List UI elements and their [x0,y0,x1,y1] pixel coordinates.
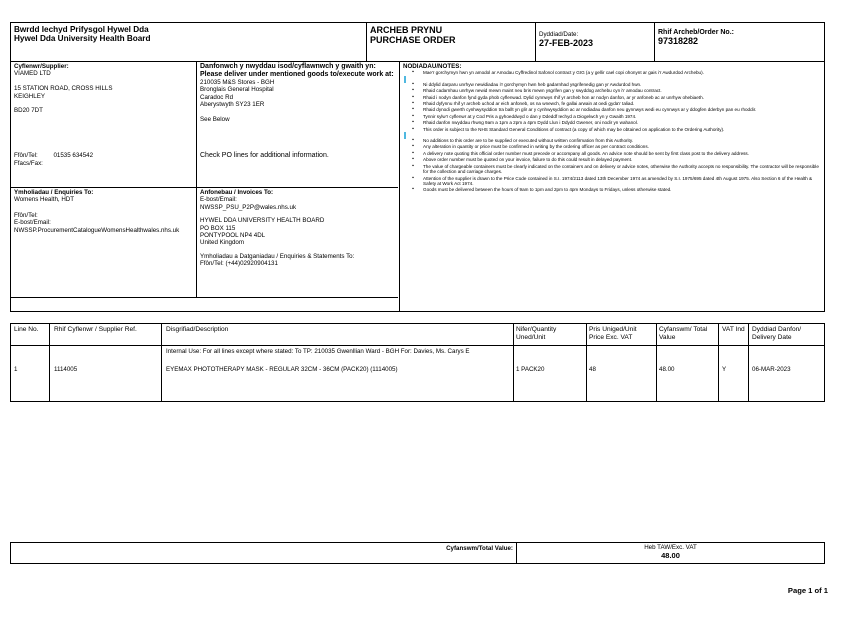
doc-title-english: PURCHASE ORDER [370,35,456,46]
col-header-line: Line No. [14,326,39,333]
order-details-box [10,61,825,312]
supplier-section [14,63,194,115]
note-text: Rhaid dyfynnu rhif yr archeb uchod ar eich anfoneb, os na wnewch, fe gallai arwain at oedi gyda'r taliad. [423,101,635,107]
list-item [403,101,823,106]
enquiries-contact: Womens Health, HDT [14,196,75,204]
cell-delivery-date: 06-MAR-2023 [752,366,791,373]
col-header-delivery-date: Dyddiad Danfon/ Delivery Date [752,326,802,341]
order-number [658,29,734,47]
delivery-address-line: 210035 M&S Stores - BGH [200,79,275,86]
internal-use-note: Internal Use: For all lines except where stated: To TP: 210035 Gwenllian Ward - BGH For: Davies, Ms. Carys E [166,348,470,355]
supplier-address-line [14,100,194,107]
total-vat-label: Heb TAW/Exc. VAT [644,544,697,551]
note-text: A delivery note quoting this official order number must precede or accompany all goods. An advice note should be sent by first class post to the delivery address. [423,150,749,156]
supplier-postcode: BD20 7DT [14,107,43,115]
organisation-name [14,25,151,44]
delivery-section [200,63,396,123]
note-text: The value of chargeable containers must be clearly indicated on the containers and on delivery or advice notes, otherwise the Authority accepts no responsibility. The contractor will be responsible for the collection and carriage charges. [423,163,819,175]
notes-list [403,70,823,192]
col-header-unit-price: Pris Uniged/Unit Price Exc. VAT [589,326,637,341]
col-header-vat: VAT Ind [722,326,745,333]
invoices-section [200,189,396,268]
doc-title-welsh: ARCHEB PRYNU [370,25,443,35]
note-text: Mae'r gorchymyn hwn yn amodol ar Amodau Cyffredinol Safonol contract y GIG (a y gellir cael copi ohonynt ar gais i'r Awdurdod Archebu). [423,70,704,76]
order-date [539,31,593,49]
list-item [403,127,823,132]
list-item [403,70,823,75]
date-value: 27-FEB-2023 [539,38,594,49]
supplier-address-line [14,78,194,85]
supplier-address-line: KEIGHLEY [14,92,45,100]
invoices-label: Anfonebau / Invoices To: [200,189,274,196]
delivery-address-line: Caradoc Rd [200,93,234,101]
invoices-email-value: NWSSP_PSU_P2P@wales.nhs.uk [200,203,297,211]
supplier-address-line: 15 STATION ROAD, CROSS HILLS [14,85,113,93]
supplier-phone-value: 01535 634542 [53,152,94,159]
invoices-email-label: E-bost/Email: [200,196,237,204]
list-item [403,144,823,149]
note-text: Ni ddylid darparu unrhyw newidiadau i'r gorchymyn hwn heb gadarnhad ysgrifenedig gan yr Awdurdod hwn. [423,81,642,87]
cell-supplier-ref: 1114005 [54,366,78,373]
bullet-icon: ▪ [412,80,414,87]
col-header-total: Cyfanswm/ Total Value [659,326,708,341]
total-value: 48.00 [661,551,680,561]
bullet-icon: ▪ [412,186,414,193]
note-text: Rhaid dynodi gwerth cynhwysyddion tra ballt yn glir ar y cynhwysyddion ac ar nodiadau danfon neu gynnwys wedi eu cynnwys ar y ddogfen dderbyn pan eu rhoddir. [423,107,757,113]
bullet-icon: ▪ [412,149,414,156]
invoices-address-line: United Kingdom [200,239,245,247]
bullet-icon: ▪ [412,125,414,132]
delivery-note: Check PO lines for additional information. [200,152,329,159]
enquiries-phone-label: Ffôn/Tel: [14,211,38,219]
list-item [403,95,823,100]
bullet-icon: ▪ [412,137,414,144]
cell-line: 1 [14,366,18,373]
note-text: Rhaid i nodyn danfon fynd gyda phob cyflenwad. Dylid cynnwys rhif yr archeb hon ar nodyn danfon, ar yr anfoneb ac ar unrhyw ohebiaeth. [423,94,704,100]
cell-unit-price: 48 [589,366,596,373]
supplier-fax-label: Ffacs/Fax: [14,160,43,167]
col-header-supplier-ref: Rhif Cyflenwr / Supplier Ref. [54,326,137,333]
bullet-icon: ▪ [412,156,414,163]
list-item [403,114,823,119]
totals-box [10,542,825,564]
notes-heading: NODIADAU/NOTES: [403,63,462,70]
supplier-fax [14,160,43,167]
notes-spacer [403,133,823,138]
bullet-icon: ▪ [412,112,414,119]
list-item [403,120,823,125]
page-number: Page 1 of 1 [787,586,828,595]
invoices-address-line: HYWEL DDA UNIVERSITY HEALTH BOARD [200,217,325,225]
col-header-quantity: Nifer/Quantity Uned/Unit [516,326,557,341]
list-item [403,187,823,192]
list-item [403,164,823,175]
list-item [403,107,823,112]
note-text: Any alteration in quantity or price must be confirmed in writing by the ordering officer as per contract conditions. [423,144,649,150]
bullet-icon: ▪ [412,174,414,181]
col-header-description: Disgrifiad/Description [166,326,229,333]
invoices-address-line: PO BOX 115 [200,224,236,232]
cell-total: 48.00 [659,366,675,373]
enquiries-label: Ymholiadau / Enquiries To: [14,189,94,196]
bullet-icon: ▪ [412,100,414,107]
date-label: Dyddiad/Date: [539,31,579,38]
note-text: Attention of the supplier is drawn to the Price Code contained in S.I. 1974/2113 dated 13th December 1974 as amended by S.I. 1975/695 dated 4th August 1975. Also Section 6 of the Health & Safety at Work Act 1974. [423,175,813,186]
line-items-table [10,323,825,402]
document-title [370,25,456,46]
order-no-value: 97318282 [658,36,699,47]
notes-spacer [403,77,823,82]
bullet-icon: ▪ [412,162,414,169]
cell-description: EYEMAX PHOTOTHERAPY MASK - REGULAR 32CM - 36CM (PACK20) (1114005) [166,366,398,373]
total-value-block [517,544,824,560]
delivery-address-line: Aberystwyth SY23 1ER [200,101,265,109]
bullet-icon: ▪ [412,69,414,76]
supplier-phone [14,152,93,159]
supplier-label: Cyflenwr/Supplier: [14,63,69,70]
delivery-label: Danfonwch y nwyddau isod/cyflawnwch y gwaith yn: Please deliver under mentioned goods to/execute work at: [200,63,394,78]
enquiries-email-value: NWSSP.ProcurementCatalogueWomensHealthwales.nhs.uk [14,226,180,234]
order-no-label: Rhif Archeb/Order No.: [658,29,734,36]
bullet-icon: ▪ [412,106,414,113]
list-item [403,82,823,87]
notes-section [403,63,823,194]
note-text: Rhaid cadarnhau unrhyw newid mewn maint neu bris mewn ysgrifen gan y swyddog archebu cyn i'r amodau contract. [423,88,662,94]
enquiries-email-label: E-bost/Email: [14,219,51,227]
org-name-welsh: Bwrdd Iechyd Prifysgol Hywel Dda [14,25,149,34]
note-text: Goods must be delivered between the hours of 9am to 1pm and 2pm to 4pm Mondays to Fridays, unless otherwise stated. [423,187,672,193]
enquiries-section [14,189,194,234]
note-text: No additions to this order are to be supplied or executed without written confirmation from this Authority. [423,138,634,144]
delivery-see-below: See Below [200,116,230,124]
supplier-name: VIAMED LTD [14,70,51,78]
list-item [403,151,823,156]
total-label: Cyfanswm/Total Value: [446,545,513,552]
note-text: Rhaid danfon nwyddau rhwng 9am a 1pm a 2pm a 4pm Dydd Llun i Ddydd Gwener, oni nodir yn wahanol. [423,120,639,126]
org-name-english: Hywel Dda University Health Board [14,34,151,44]
note-text: Tynnir sylw'r cyflenwr at y Cod Pris a gyhoeddwyd o dan y Ddeddf Iechyd a Diogelwch yn y Gwaith 1974. [423,113,637,119]
note-text: Above order number must be quoted on your invoice, failure to do this could result in delayed payment. [423,157,633,163]
list-item [403,88,823,93]
cell-vat: Y [722,366,727,373]
list-item [403,176,823,187]
bullet-icon: ▪ [412,119,414,126]
bullet-icon: ▪ [412,87,414,94]
bullet-icon: ▪ [412,143,414,150]
delivery-address-line [200,109,396,116]
list-item [403,157,823,162]
note-text: This order is subject to the NHS Standard General Conditions of contract (a copy of which may be obtained on application to the Ordering Authority). [423,126,725,132]
invoices-address-line: PONTYPOOL NP4 4DL [200,232,266,240]
statements-label: Ymholiadau a Datganiadau / Enquiries & Statements To: [200,252,355,260]
supplier-phone-label: Ffôn/Tel: [14,152,38,159]
header-box [10,22,825,62]
bullet-icon: ▪ [412,93,414,100]
delivery-address-line: Bronglais General Hospital [200,86,274,94]
list-item [403,138,823,143]
cell-quantity: 1 PACK20 [516,366,545,373]
statements-phone: Ffôn/Tel: (+44)02920904131 [200,260,278,268]
